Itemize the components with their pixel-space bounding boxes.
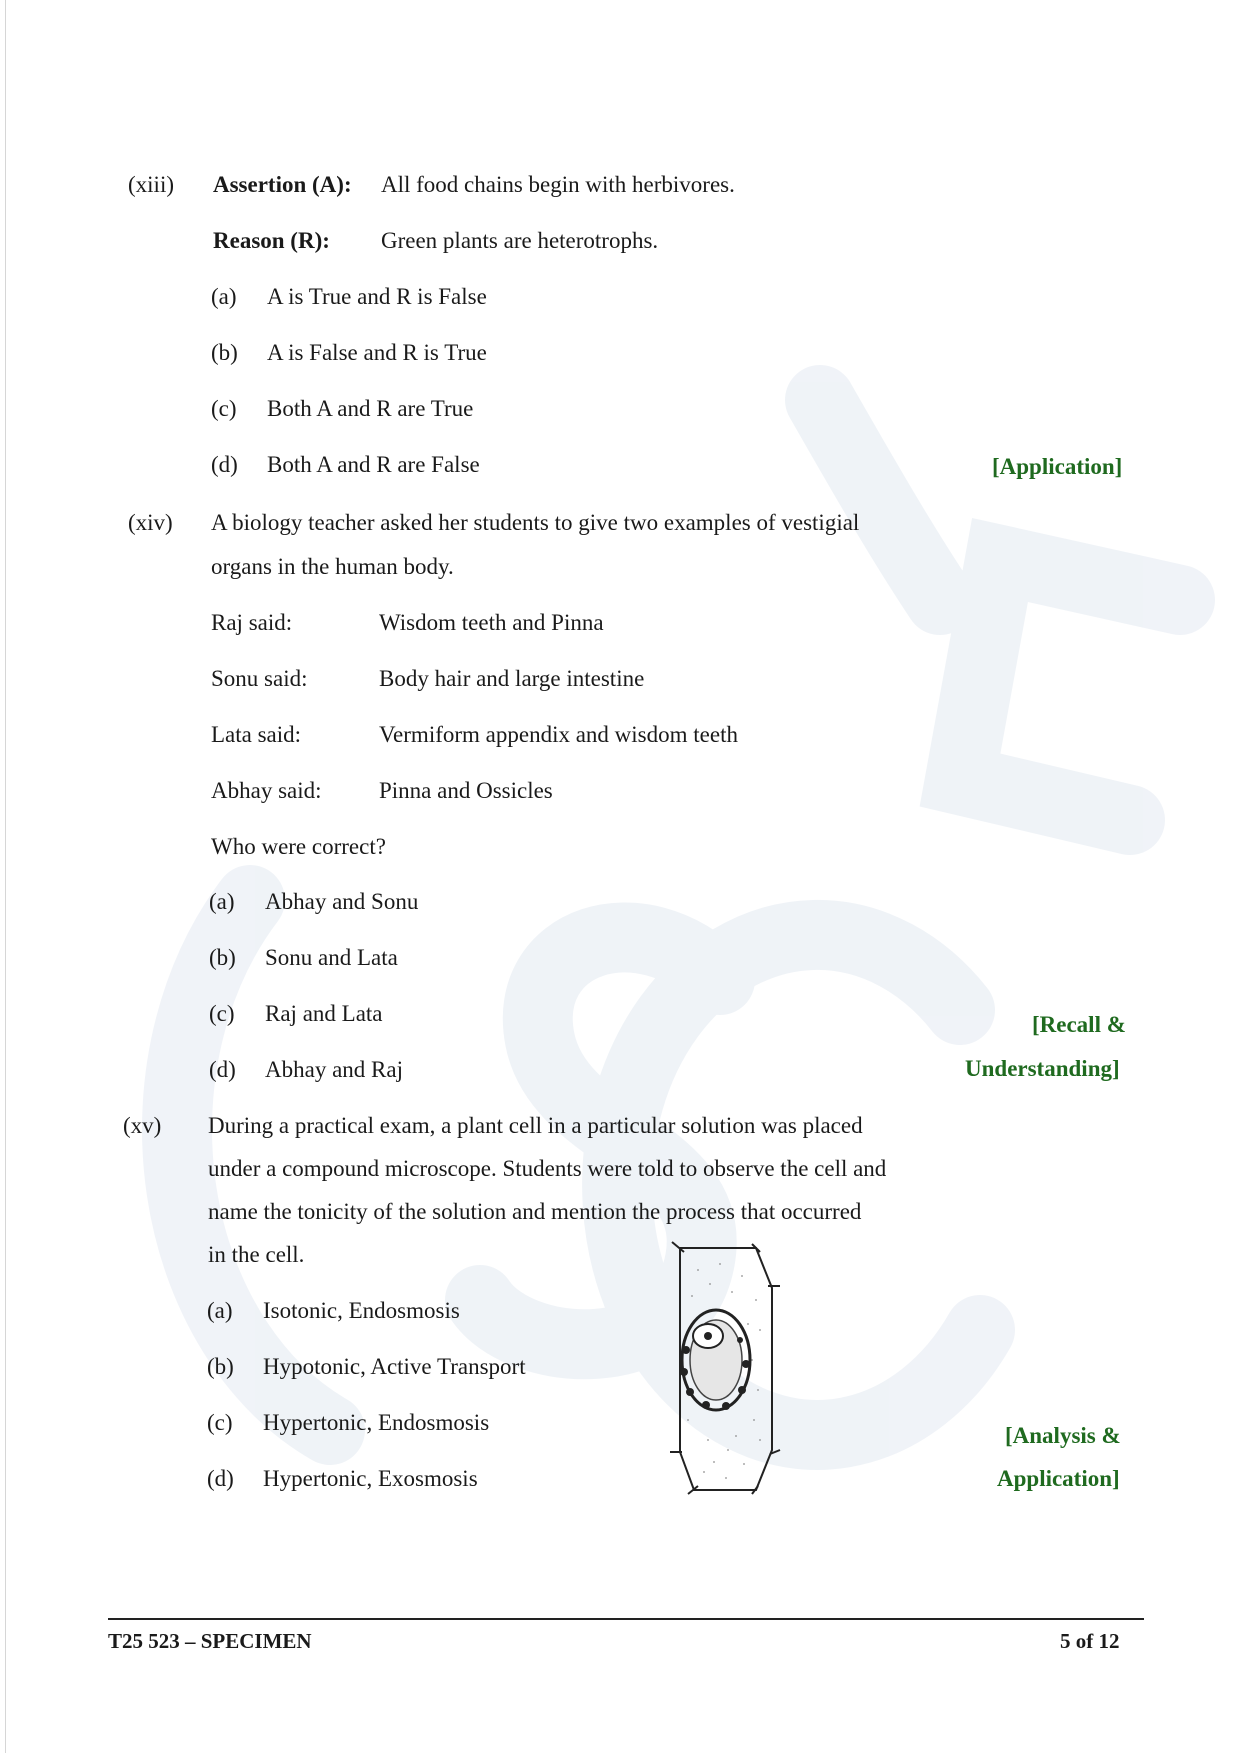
reason-label: Reason (R): (213, 228, 330, 253)
option-letter: (b) (207, 1354, 234, 1379)
option-text: Abhay and Raj (265, 1057, 403, 1082)
option-letter: (c) (207, 1410, 233, 1435)
option-letter: (d) (209, 1057, 236, 1082)
skill-tag: Understanding] (965, 1056, 1120, 1081)
question-number: (xiv) (128, 510, 173, 535)
assertion-label: Assertion (A): (213, 172, 352, 197)
option-text: Abhay and Sonu (265, 889, 419, 914)
option-letter: (d) (207, 1466, 234, 1491)
question-stem: A biology teacher asked her students to give two examples of vestigial (211, 510, 860, 535)
question-stem: organs in the human body. (211, 554, 454, 579)
option-letter: (a) (209, 889, 235, 914)
plant-cell-diagram (668, 1240, 788, 1500)
skill-tag: Application] (997, 1466, 1120, 1491)
answer-speaker: Sonu said: (211, 666, 308, 691)
option-letter: (c) (211, 396, 237, 421)
question-prompt: Who were correct? (211, 834, 386, 859)
reason-text: Green plants are heterotrophs. (381, 228, 659, 253)
page-number: 5 of 12 (1060, 1629, 1120, 1653)
option-text: Both A and R are True (267, 396, 474, 421)
option-letter: (a) (211, 284, 237, 309)
assertion-text: All food chains begin with herbivores. (381, 172, 735, 197)
page-edge-line (5, 0, 6, 1753)
option-letter: (b) (209, 945, 236, 970)
option-text: Sonu and Lata (265, 945, 398, 970)
question-stem: under a compound microscope. Students were told to observe the cell and (208, 1156, 887, 1181)
option-text: Isotonic, Endosmosis (263, 1298, 460, 1323)
answer-text: Wisdom teeth and Pinna (379, 610, 604, 635)
option-letter: (d) (211, 452, 238, 477)
answer-text: Body hair and large intestine (379, 666, 645, 691)
skill-tag: [Recall & (1032, 1012, 1126, 1037)
skill-tag: [Analysis & (1005, 1423, 1121, 1448)
option-text: Hypertonic, Endosmosis (263, 1410, 490, 1435)
option-text: Raj and Lata (265, 1001, 383, 1026)
option-text: Both A and R are False (267, 452, 480, 477)
option-text: Hypertonic, Exosmosis (263, 1466, 478, 1491)
question-number: (xv) (123, 1113, 162, 1138)
question-stem: in the cell. (208, 1242, 305, 1267)
paper-code: T25 523 – SPECIMEN (108, 1629, 312, 1653)
answer-text: Pinna and Ossicles (379, 778, 553, 803)
answer-speaker: Raj said: (211, 610, 293, 635)
question-stem: During a practical exam, a plant cell in a particular solution was placed (208, 1113, 863, 1138)
answer-speaker: Abhay said: (211, 778, 322, 803)
footer-divider (108, 1618, 1144, 1620)
question-number: (xiii) (128, 172, 174, 197)
question-stem: name the tonicity of the solution and mention the process that occurred (208, 1199, 862, 1224)
option-letter: (c) (209, 1001, 235, 1026)
skill-tag: [Application] (992, 454, 1123, 479)
answer-speaker: Lata said: (211, 722, 302, 747)
option-text: A is False and R is True (267, 340, 487, 365)
option-letter: (a) (207, 1298, 233, 1323)
option-text: Hypotonic, Active Transport (263, 1354, 526, 1379)
option-letter: (b) (211, 340, 238, 365)
answer-text: Vermiform appendix and wisdom teeth (379, 722, 738, 747)
option-text: A is True and R is False (267, 284, 487, 309)
